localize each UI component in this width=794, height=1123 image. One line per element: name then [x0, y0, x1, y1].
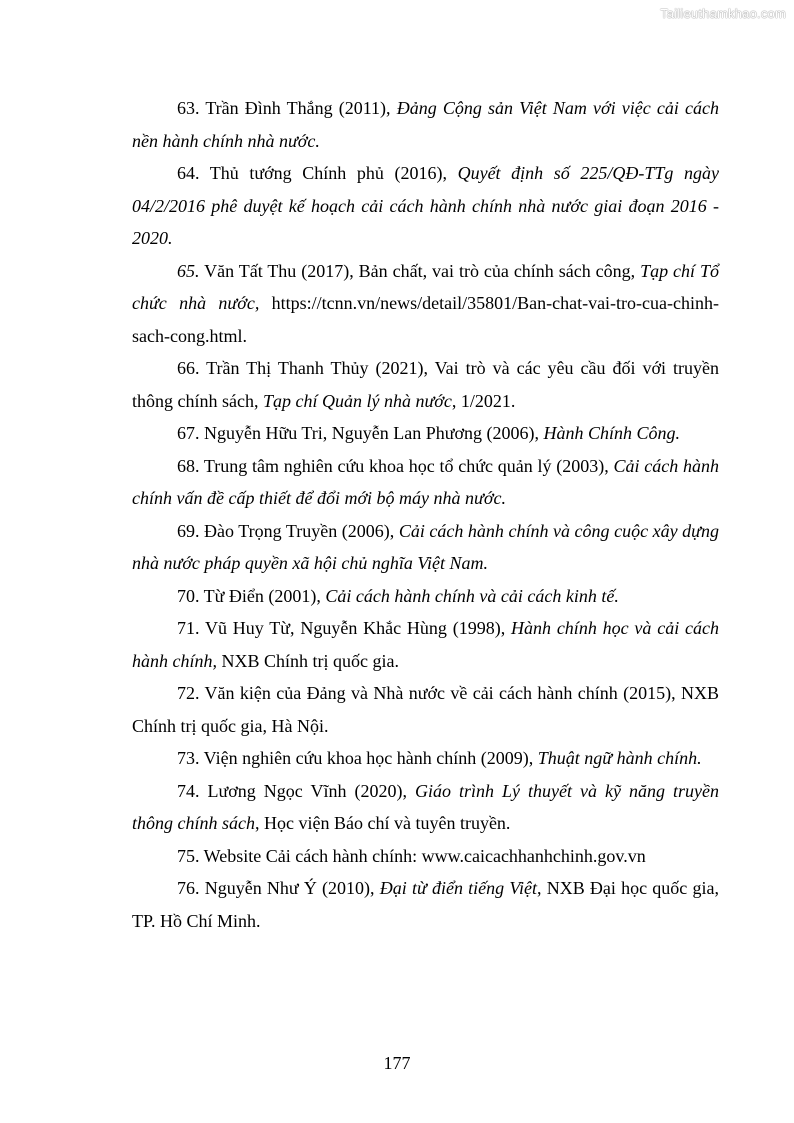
- reference-item: [132, 580, 719, 613]
- reference-number: 74.: [177, 780, 200, 801]
- reference-text: Đào Trọng Truyền (2006),: [199, 520, 399, 541]
- reference-trailer: , Học viện Báo chí và tuyên truyền.: [255, 813, 511, 833]
- reference-number: 71.: [177, 618, 200, 638]
- reference-title: Đảng Cộng sản Việt Nam với việc cải cách nền hành chính nhà nước.: [132, 98, 720, 151]
- reference-title: Hành chính học và cải cách hành chính,: [132, 618, 719, 671]
- reference-text: Trần Thị Thanh Thủy (2021), Vai trò và các yêu cầu đối với truyền thông chính sách,: [132, 358, 719, 411]
- reference-text: Lương Ngọc Vĩnh (2020),: [199, 780, 415, 801]
- reference-trailer: https://tcnn.vn/news/detail/35801/Ban-chat-vai-tro-cua-chinh-sach-cong.html.: [132, 293, 720, 346]
- reference-title: Quyết định số 225/QĐ-TTg ngày 04/2/2016 phê duyệt kế hoạch cải cách hành chính nhà nước giai đoạn 2016 - 2020.: [132, 163, 719, 248]
- reference-title: Cải cách hành chính vấn đề cấp thiết để đổi mới bộ máy nhà nước.: [132, 455, 719, 508]
- reference-title: Thuật ngữ hành chính.: [537, 748, 702, 768]
- reference-number: 64.: [177, 163, 200, 183]
- reference-number: 68.: [177, 455, 200, 476]
- reference-item: [132, 775, 719, 840]
- reference-trailer: NXB Chính trị quốc gia.: [217, 650, 399, 671]
- reference-number: 70.: [177, 585, 200, 606]
- reference-list: [132, 92, 719, 937]
- reference-number: 76.: [177, 878, 200, 898]
- reference-title: Hành Chính Công.: [543, 423, 681, 443]
- reference-title: Cải cách hành chính và cải cách kinh tế.: [325, 585, 619, 606]
- reference-item: [132, 742, 719, 775]
- reference-text: Vũ Huy Từ, Nguyễn Khắc Hùng (1998),: [199, 618, 512, 638]
- reference-number: 75.: [177, 845, 200, 866]
- reference-item: [132, 872, 719, 937]
- reference-text: Trung tâm nghiên cứu khoa học tổ chức quản lý (2003),: [199, 455, 614, 476]
- reference-title: Tạp chí Quản lý nhà nước: [262, 390, 452, 411]
- reference-item: [132, 92, 719, 157]
- reference-text: Văn kiện của Đảng và Nhà nước về cải cách hành chính (2015), NXB Chính trị quốc gia, Hà Nội.: [132, 683, 719, 736]
- reference-text: Viện nghiên cứu khoa học hành chính (2009),: [199, 748, 538, 768]
- reference-text: Từ Điển (2001),: [199, 585, 326, 606]
- reference-title: Đại từ điển tiếng Việt: [379, 878, 538, 898]
- reference-trailer: , NXB Đại học quốc gia, TP. Hồ Chí Minh.: [132, 878, 719, 931]
- reference-number: 73.: [177, 748, 200, 768]
- reference-trailer: , 1/2021.: [451, 390, 516, 411]
- reference-text: Thủ tướng Chính phủ (2016),: [199, 163, 458, 183]
- page-number: 177: [383, 1053, 411, 1073]
- reference-number: 69.: [177, 520, 200, 541]
- reference-item: [132, 677, 719, 742]
- reference-item: [132, 840, 719, 873]
- reference-item: [132, 157, 719, 255]
- reference-item: [132, 352, 719, 417]
- reference-item: [132, 417, 719, 450]
- reference-item: [132, 612, 719, 677]
- reference-number: 63.: [177, 98, 200, 118]
- reference-text: Nguyễn Như Ý (2010),: [199, 878, 380, 898]
- reference-number: 66.: [177, 358, 200, 378]
- reference-number: 65.: [177, 260, 200, 281]
- watermark: Tailieuthamkhao.com: [660, 6, 786, 21]
- reference-text: Website Cải cách hành chính: www.caicachhanhchinh.gov.vn: [199, 845, 646, 866]
- reference-text: Trần Đình Thắng (2011),: [199, 98, 397, 118]
- reference-text: Nguyễn Hữu Tri, Nguyễn Lan Phương (2006),: [199, 423, 544, 443]
- reference-title: Cải cách hành chính và công cuộc xây dựng nhà nước pháp quyền xã hội chủ nghĩa Việt Nam.: [132, 520, 719, 573]
- reference-title: Tạp chí Tổ chức nhà nước,: [132, 260, 720, 313]
- reference-number: 67.: [177, 423, 200, 443]
- reference-text: Văn Tất Thu (2017), Bản chất, vai trò của chính sách công,: [199, 260, 641, 281]
- reference-item: [132, 515, 719, 580]
- reference-title: Giáo trình Lý thuyết và kỹ năng truyền thông chính sách: [132, 780, 719, 833]
- reference-number: 72.: [177, 683, 200, 703]
- reference-item: [132, 450, 719, 515]
- reference-item: [132, 255, 719, 353]
